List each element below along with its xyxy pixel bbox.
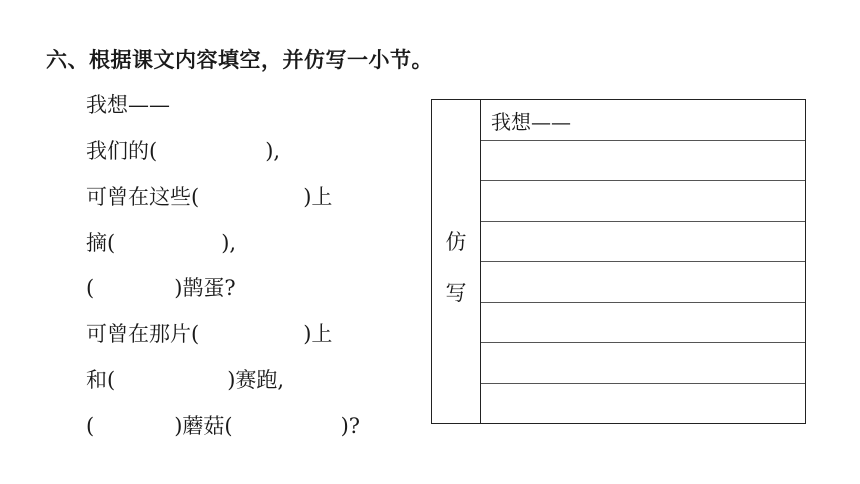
writing-row-prompt: 我想—— [491, 110, 571, 134]
poem-line-4 [86, 228, 236, 258]
poem-line-6 [86, 319, 332, 349]
poem-line-3 [86, 182, 332, 212]
side-label: 仿 [445, 230, 467, 254]
poem-line-7 [86, 365, 284, 395]
poem-line-text: )上 [303, 185, 333, 209]
poem-line-text: )鹊蛋? [174, 276, 236, 300]
writing-row[interactable] [481, 303, 805, 344]
poem-line-text: ), [265, 139, 281, 163]
writing-row[interactable] [481, 100, 805, 141]
poem-line-text: ( [86, 276, 95, 300]
poem-line-text: )? [340, 414, 361, 438]
poem-line-text: )上 [303, 322, 333, 346]
poem-line-1 [86, 90, 170, 120]
poem-line-text: 摘( [86, 231, 116, 255]
question-heading: 六、根据课文内容填空，并仿写一小节。 [46, 48, 433, 72]
imitation-writing-box [431, 99, 806, 424]
writing-row[interactable] [481, 222, 805, 263]
poem-line-text: 我们的( [86, 139, 158, 163]
poem-line-text: ), [221, 231, 237, 255]
writing-row[interactable] [481, 343, 805, 384]
poem-line-text: 我想—— [86, 93, 170, 117]
poem-line-5 [86, 273, 236, 303]
poem-line-2 [86, 136, 280, 166]
writing-row[interactable] [481, 181, 805, 222]
poem-line-text: )蘑菇( [174, 414, 233, 438]
writing-row[interactable] [481, 141, 805, 182]
side-label-column [432, 100, 481, 423]
poem-line-text: 和( [86, 368, 116, 392]
poem-line-text: ( [86, 414, 95, 438]
poem-line-8 [86, 411, 360, 441]
poem-line-text: 可曾在那片( [86, 322, 200, 346]
writing-row[interactable] [481, 262, 805, 303]
side-label: 写 [445, 281, 467, 305]
writing-row[interactable] [481, 384, 805, 425]
poem-line-text: )赛跑, [227, 368, 285, 392]
poem-line-text: 可曾在这些( [86, 185, 200, 209]
